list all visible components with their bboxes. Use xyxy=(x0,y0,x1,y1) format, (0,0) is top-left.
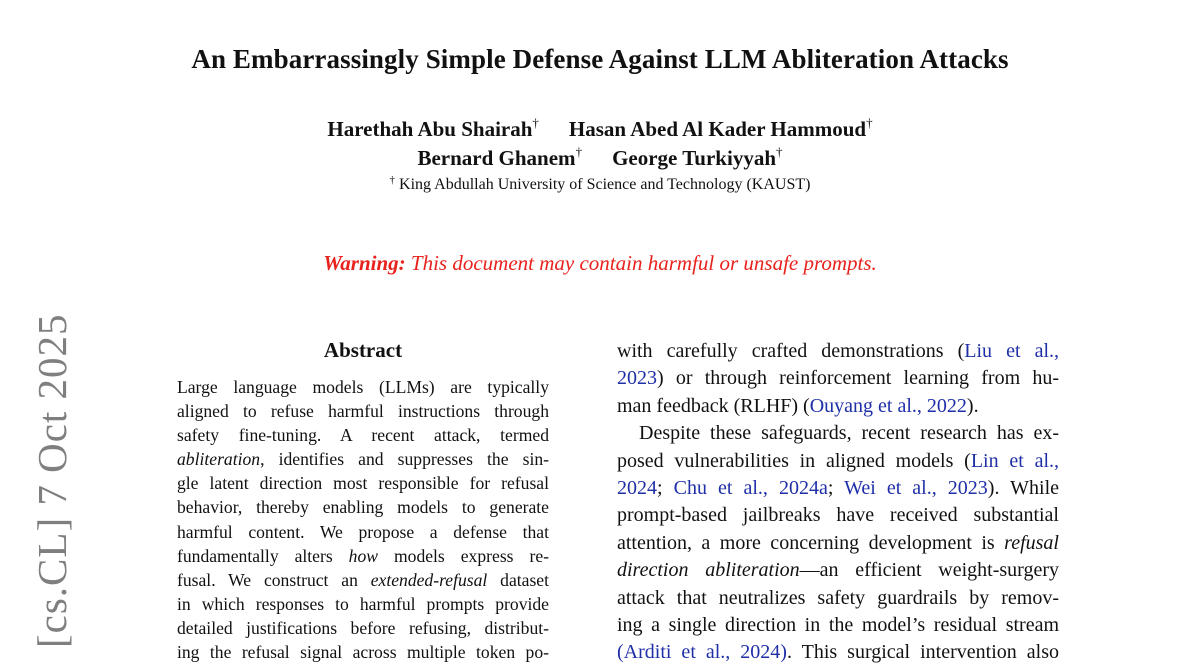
citation-link[interactable]: Ouyang et al., 2022 xyxy=(809,394,967,417)
author-name: Bernard Ghanem xyxy=(417,146,576,170)
affiliation xyxy=(0,174,1200,194)
abstract-line: fundamentally alters how models express re- xyxy=(177,545,549,566)
text-line: ing a single direction in the model’s residual stream xyxy=(617,613,1059,636)
text-line: man feedback (RLHF) (Ouyang et al., 2022). xyxy=(617,394,979,417)
abstract-line: gle latent direction most responsible for refusal xyxy=(177,473,549,494)
abstract-line: detailed justifications before refusing, distribut- xyxy=(177,617,549,638)
abstract-line: behavior, thereby enabling models to generate xyxy=(177,497,549,518)
text-line: posed vulnerabilities in aligned models (Lin et al., xyxy=(617,449,1060,472)
abstract-line: Large language models (LLMs) are typically xyxy=(177,377,549,397)
emphasis: refusal xyxy=(1004,531,1059,554)
abstract-line: abliteration, identifies and suppresses the sin- xyxy=(177,449,549,470)
affiliation-mark: † xyxy=(532,115,539,130)
citation-link[interactable]: Liu et al., xyxy=(964,340,1060,362)
emphasis: direction abliteration xyxy=(617,559,800,582)
warning-text: This document may contain harmful or unsafe prompts. xyxy=(410,251,877,275)
text-line: with carefully crafted demonstrations (Liu et al., xyxy=(617,340,1060,362)
abstract-line: ing the refusal signal across multiple token po- xyxy=(177,642,549,663)
text-line: (Arditi et al., 2024). This surgical intervention also xyxy=(617,641,1059,664)
author-line-2 xyxy=(0,144,1200,171)
citation-link[interactable]: 2023 xyxy=(617,367,657,390)
abstract-line: in which responses to harmful prompts provide xyxy=(177,593,549,614)
emphasis: how xyxy=(348,545,378,566)
citation-link[interactable]: Chu et al., 2024a xyxy=(673,476,828,499)
affiliation-mark: † xyxy=(866,115,873,130)
author-name: George Turkiyyah xyxy=(612,146,777,170)
text-line: attention, a more concerning development is refusal xyxy=(617,531,1059,554)
text-line: attack that neutralizes safety guardrails by remov- xyxy=(617,586,1059,609)
affiliation-mark: † xyxy=(389,174,396,186)
abstract-line: harmful content. We propose a defense that xyxy=(177,521,549,542)
abstract-line: aligned to refuse harmful instructions through xyxy=(177,401,549,422)
arxiv-stamp: [cs.CL] 7 Oct 2025 xyxy=(29,313,75,648)
affiliation-mark: † xyxy=(575,144,583,159)
paper-title: An Embarrassingly Simple Defense Against LLM Abliteration Attacks xyxy=(191,44,1009,74)
citation-link[interactable]: 2024 xyxy=(617,476,657,499)
affiliation-mark: † xyxy=(776,144,783,159)
affiliation-text: King Abdullah University of Science and Technology (KAUST) xyxy=(399,176,811,193)
emphasis: extended-refusal xyxy=(370,569,488,590)
abstract-line: safety fine-tuning. A recent attack, termed xyxy=(177,425,549,446)
text-line: 2024; Chu et al., 2024a; Wei et al., 2023). While xyxy=(617,476,1060,499)
text-line: direction abliteration—an efficient weight-surgery xyxy=(617,559,1059,582)
emphasis: abliteration xyxy=(177,449,261,470)
warning-label: Warning: xyxy=(323,251,406,275)
text-line: prompt-based jailbreaks have received substantial xyxy=(617,504,1059,527)
text-line: 2023) or through reinforcement learning from hu- xyxy=(617,367,1059,390)
text-line: Despite these safeguards, recent research has ex- xyxy=(639,422,1059,445)
abstract-heading: Abstract xyxy=(323,338,403,362)
author-name: Hasan Abed Al Kader Hammoud xyxy=(568,117,867,141)
author-name: Harethah Abu Shairah xyxy=(327,117,533,141)
citation-link[interactable]: Wei et al., 2023 xyxy=(844,476,988,499)
content-warning xyxy=(0,251,1200,276)
abstract-line: fusal. We construct an extended-refusal dataset xyxy=(177,569,549,590)
citation-link[interactable]: (Arditi et al., 2024) xyxy=(617,641,787,664)
abstract-body xyxy=(177,375,549,664)
intro-column xyxy=(617,338,1059,667)
citation-link[interactable]: Lin et al., xyxy=(970,449,1060,472)
author-line-1 xyxy=(0,115,1200,142)
